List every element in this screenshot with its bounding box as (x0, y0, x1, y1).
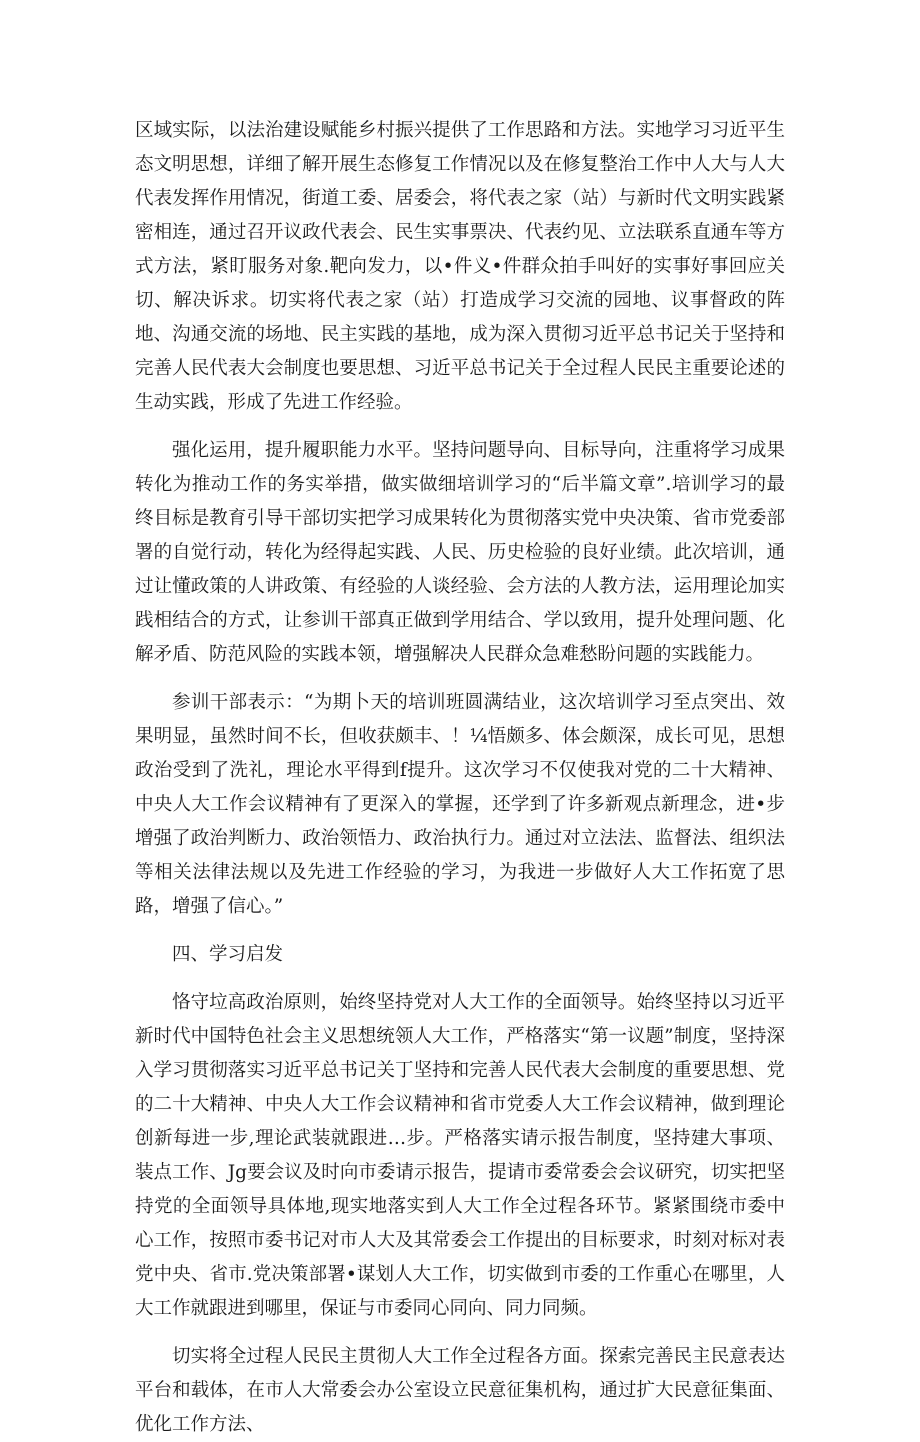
paragraph-2: 强化运用，提升履职能力水平。坚持问题导向、目标导向，注重将学习成果转化为推动工作的务实举措，做实做细培训学习的“后半篇文章”.培训学习的最终目标是教育引导干部切实把学习成果转化为贯彻落实党中央决策、省市党委部署的自觉行动，转化为经得起实践、人民、历史检验的良好业绩。此次培训，通过让懂政策的人讲政策、有经验的人谈经验、会方法的人教方法，运用理论加实践相结合的方式，让参训干部真正做到学用结合、学以致用，提升处理问题、化解矛盾、防范风险的实践本领，增强解决人民群众急难愁盼问题的实践能力。 (135, 440, 785, 665)
document-page (135, 114, 785, 1442)
paragraph-4: 恪守垃高政治原则，始终坚持党对人大工作的全面领导。始终坚持以习近平新时代中国特色社会主义思想统领人大工作，严格落实“第一议题”制度，坚持深入学习贯彻落实习近平总书记关丁坚持和完善人民代表大会制度的重要思想、党的二十大精神、中央人大工作会议精神和省市党委人大工作会议精神，做到理论创新每进一步,理论武装就跟进…步。严格落实请示报告制度，坚持建大事项、装点工作、Jg要会议及时向市委请示报告，提请市委常委会会议研究，切实把坚持党的全面领导具体地,现实地落实到人大工作全过程各环节。紧紧围绕市委中心工作，按照市委书记对市人大及其常委会工作提出的目标要求，时刻对标对表党中央、省市.党决策部署•谋划人大工作，切实做到市委的工作重心在哪里，人大工作就跟进到哪里，保证与市委同心同向、同力同频。 (135, 992, 785, 1319)
paragraph-3: 参训干部表示：“为期卜天的培训班圆满结业，这次培训学习至点突出、效果明显，虽然时间不长，但收获颇丰、！¼悟颇多、体会颇深，成长可见，思想政治受到了洗礼，理论水平得到f提升。这次学习不仅使我对党的二十大精神、中央人大工作会议精神有了更深入的掌握，还学到了许多新观点新理念，进•步增强了政治判断力、政治领悟力、政治执行力。通过对立法法、监督法、组织法等相关法律法规以及先进工作经验的学习，为我进一步做好人大工作拓宽了思路，增强了信心。” (135, 692, 785, 917)
section-heading: 四、学习启发 (172, 944, 284, 965)
paragraph-5: 切实将全过程人民民主贯彻人大工作全过程各方面。探索完善民主民意表达平台和载体，在市人大常委会办公室设立民意征集机构，通过扩大民意征集面、优化工作方法、 (135, 1346, 785, 1435)
paragraph-1: 区域实际，以法治建设赋能乡村振兴提供了工作思路和方法。实地学习习近平生态文明思想，详细了解开展生态修复工作情况以及在修复整治工作中人大与人大代表发挥作用情况，街道工委、居委会，将代表之家（站）与新时代文明实践紧密相连，通过召开议政代表会、民生实事票决、代表约见、立法联系直通车等方式方法，紧盯服务对象.靶向发力，以•件义•件群众拍手叫好的实事好事回应关切、解决诉求。切实将代表之家（站）打造成学习交流的园地、议事督政的阵地、沟通交流的场地、民主实践的基地，成为深入贯彻习近平总书记关于坚持和完善人民代表大会制度也要思想、习近平总书记关于全过程人民民主重要论述的生动实践，形成了先进工作经验。 (135, 120, 785, 413)
